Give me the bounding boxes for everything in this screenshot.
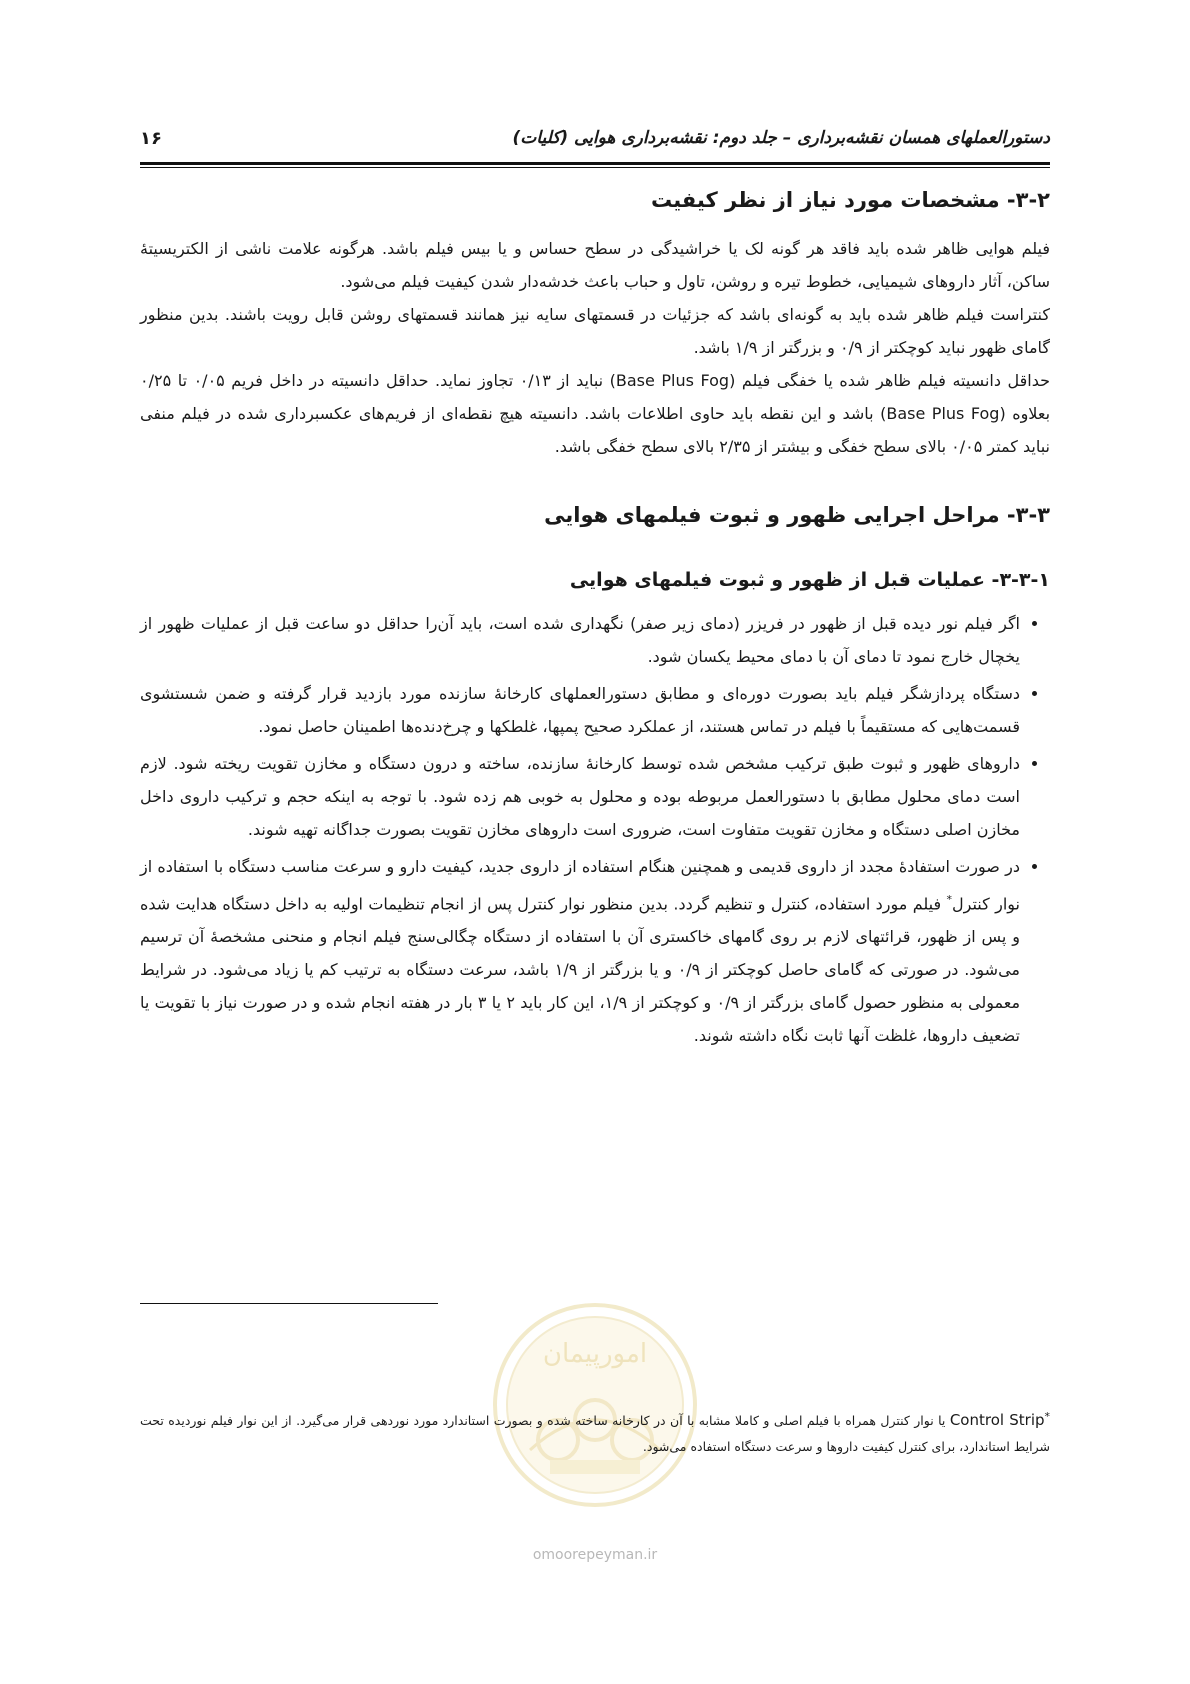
header-rule-thin (140, 167, 1050, 168)
page-number: ۱۶ (140, 128, 162, 149)
page-header (140, 120, 1050, 160)
footnote-reference[interactable]: * (946, 893, 953, 906)
footnote-marker: * (1044, 1410, 1051, 1423)
list-item-text: فیلم مورد استفاده، کنترل و تنظیم گردد. بدین منظور نوار کنترل پس از انجام تنظیمات اولیه به داخل دستگاه هدایت شده و پس از ظهور، قرائتهای لازم بر روی گامهای خاکستری آن با استفاده از دستگاه چگالی‌سنج فیلم انجام و منحنی مشخصهٔ آن ترسیم می‌شود. در صورتی که گامای حاصل کوچکتر از ۰/۹ و یا بزرگتر از ۱/۹ باشد، سرعت دستگاه به ترتیب کم یا زیاد می‌شود. در شرایط معمولی به منظور حصول گامای بزرگتر از ۰/۹ و کوچکتر از ۱/۹، این کار باید ۲ یا ۳ بار در هفته انجام شده و در صورت نیاز با تقویت یا تضعیف داروها، غلظت آنها ثابت نگاه داشته شوند. (140, 894, 1021, 1046)
running-header-title: دستورالعملهای همسان نقشه‌برداری – جلد دوم: نقشه‌برداری هوایی (کلیات) (512, 128, 1050, 148)
paragraph: حداقل دانسیته فیلم ظاهر شده یا خفگی فیلم (Base Plus Fog) نباید از ۰/۱۳ تجاوز نماید. حداقل دانسیته در داخل فریم ۰/۰۵ تا ۰/۲۵ بعلاوه (Base Plus Fog) باشد و این نقطه باید حاوی اطلاعات باشد. دانسیته هیچ نقطه‌ای از فریم‌های عکسبرداری شده در فیلم منفی نباید کمتر ۰/۰۵ بالای سطح خفگی و بیشتر از ۲/۳۵ بالای سطح خفگی باشد. (140, 371, 1051, 456)
list-item: • دستگاه پردازشگر فیلم باید بصورت دوره‌ای و مطابق دستورالعملهای کارخانهٔ سازنده مورد بازدید قرار گرفته و ضمن شستشوی قسمت‌هایی که مستقیماً با فیلم در تماس هستند، از عملکرد صحیح پمپها، غلطکها و چرخ‌دنده‌ها اطمینان حاصل نمود. (140, 677, 1020, 743)
footnote-term: Control Strip (949, 1411, 1045, 1430)
watermark-url: omoorepeyman.ir (532, 1547, 658, 1563)
paragraph: کنتراست فیلم ظاهر شده باید به گونه‌ای باشد که جزئیات در قسمتهای سایه نیز همانند قسمتهای روشن قابل رویت باشند. بدین منظور گامای ظهور نباید کوچکتر از ۰/۹ و بزرگتر از ۱/۹ باشد. (140, 305, 1050, 357)
header-rule-thick (140, 162, 1050, 165)
list-item (140, 850, 1020, 1052)
section-heading-2-3: ۳-۲- مشخصات مورد نیاز از نظر کیفیت (651, 188, 1050, 212)
section-heading-3-3-1: ۳-۳-۱- عملیات قبل از ظهور و ثبوت فیلمهای هوایی (569, 569, 1050, 591)
paragraph: فیلم هوایی ظاهر شده باید فاقد هر گونه لک یا خراشیدگی در سطح حساس و یا بیس فیلم باشد. هرگونه علامت ناشی از الکتریسیتهٔ ساکن، آثار داروهای شیمیایی، خطوط تیره و روشن، تاول و حباب باعث خدشه‌دار شدن کیفیت فیلم می‌شود. (140, 239, 1050, 291)
footnote-separator (140, 1303, 438, 1304)
list-item-text: در صورت استفادهٔ مجدد از داروی قدیمی و همچنین هنگام استفاده از داروی جدید، کیفیت دارو و سرعت مناسب دستگاه با استفاده از نوار کنترل (140, 857, 1021, 914)
list-item: • داروهای ظهور و ثبوت طبق ترکیب مشخص شده توسط کارخانهٔ سازنده، ساخته و درون دستگاه و مخازن تقویت ریخته شود. لازم است دمای محلول مطابق با دستورالعمل مربوطه بوده و محلول به خوبی هم زده شود. با توجه به اینکه حجم و ترکیب داروی داخل مخازن اصلی دستگاه و مخازن تقویت متفاوت است، ضروری است داروهای مخازن تقویت بصورت جداگانه تهیه شوند. (140, 747, 1020, 846)
bullet-list (140, 607, 1050, 1052)
section-heading-3-3: ۳-۳- مراحل اجرایی ظهور و ثبوت فیلمهای هوایی (544, 503, 1050, 527)
page-body (140, 180, 1050, 1056)
list-item: • اگر فیلم نور دیده قبل از ظهور در فریزر (دمای زیر صفر) نگهداری شده است، باید آن‌را حداقل دو ساعت قبل از عملیات ظهور از یخچال خارج نمود تا دمای آن با دمای محیط یکسان شود. (140, 607, 1020, 673)
footnote-text: یا نوار کنترل همراه با فیلم اصلی و کاملا مشابه با آن در کارخانه ساخته شده و بصورت استاندارد مورد نوردهی قرار می‌گیرد. از این نوار فیلم نوردیده تحت شرایط استاندارد، برای کنترل کیفیت داروها و سرعت دستگاه استفاده می‌شود. (140, 1413, 1050, 1455)
footnote (140, 1404, 1050, 1460)
watermark-logo-text: امورپیمان (542, 1339, 648, 1369)
